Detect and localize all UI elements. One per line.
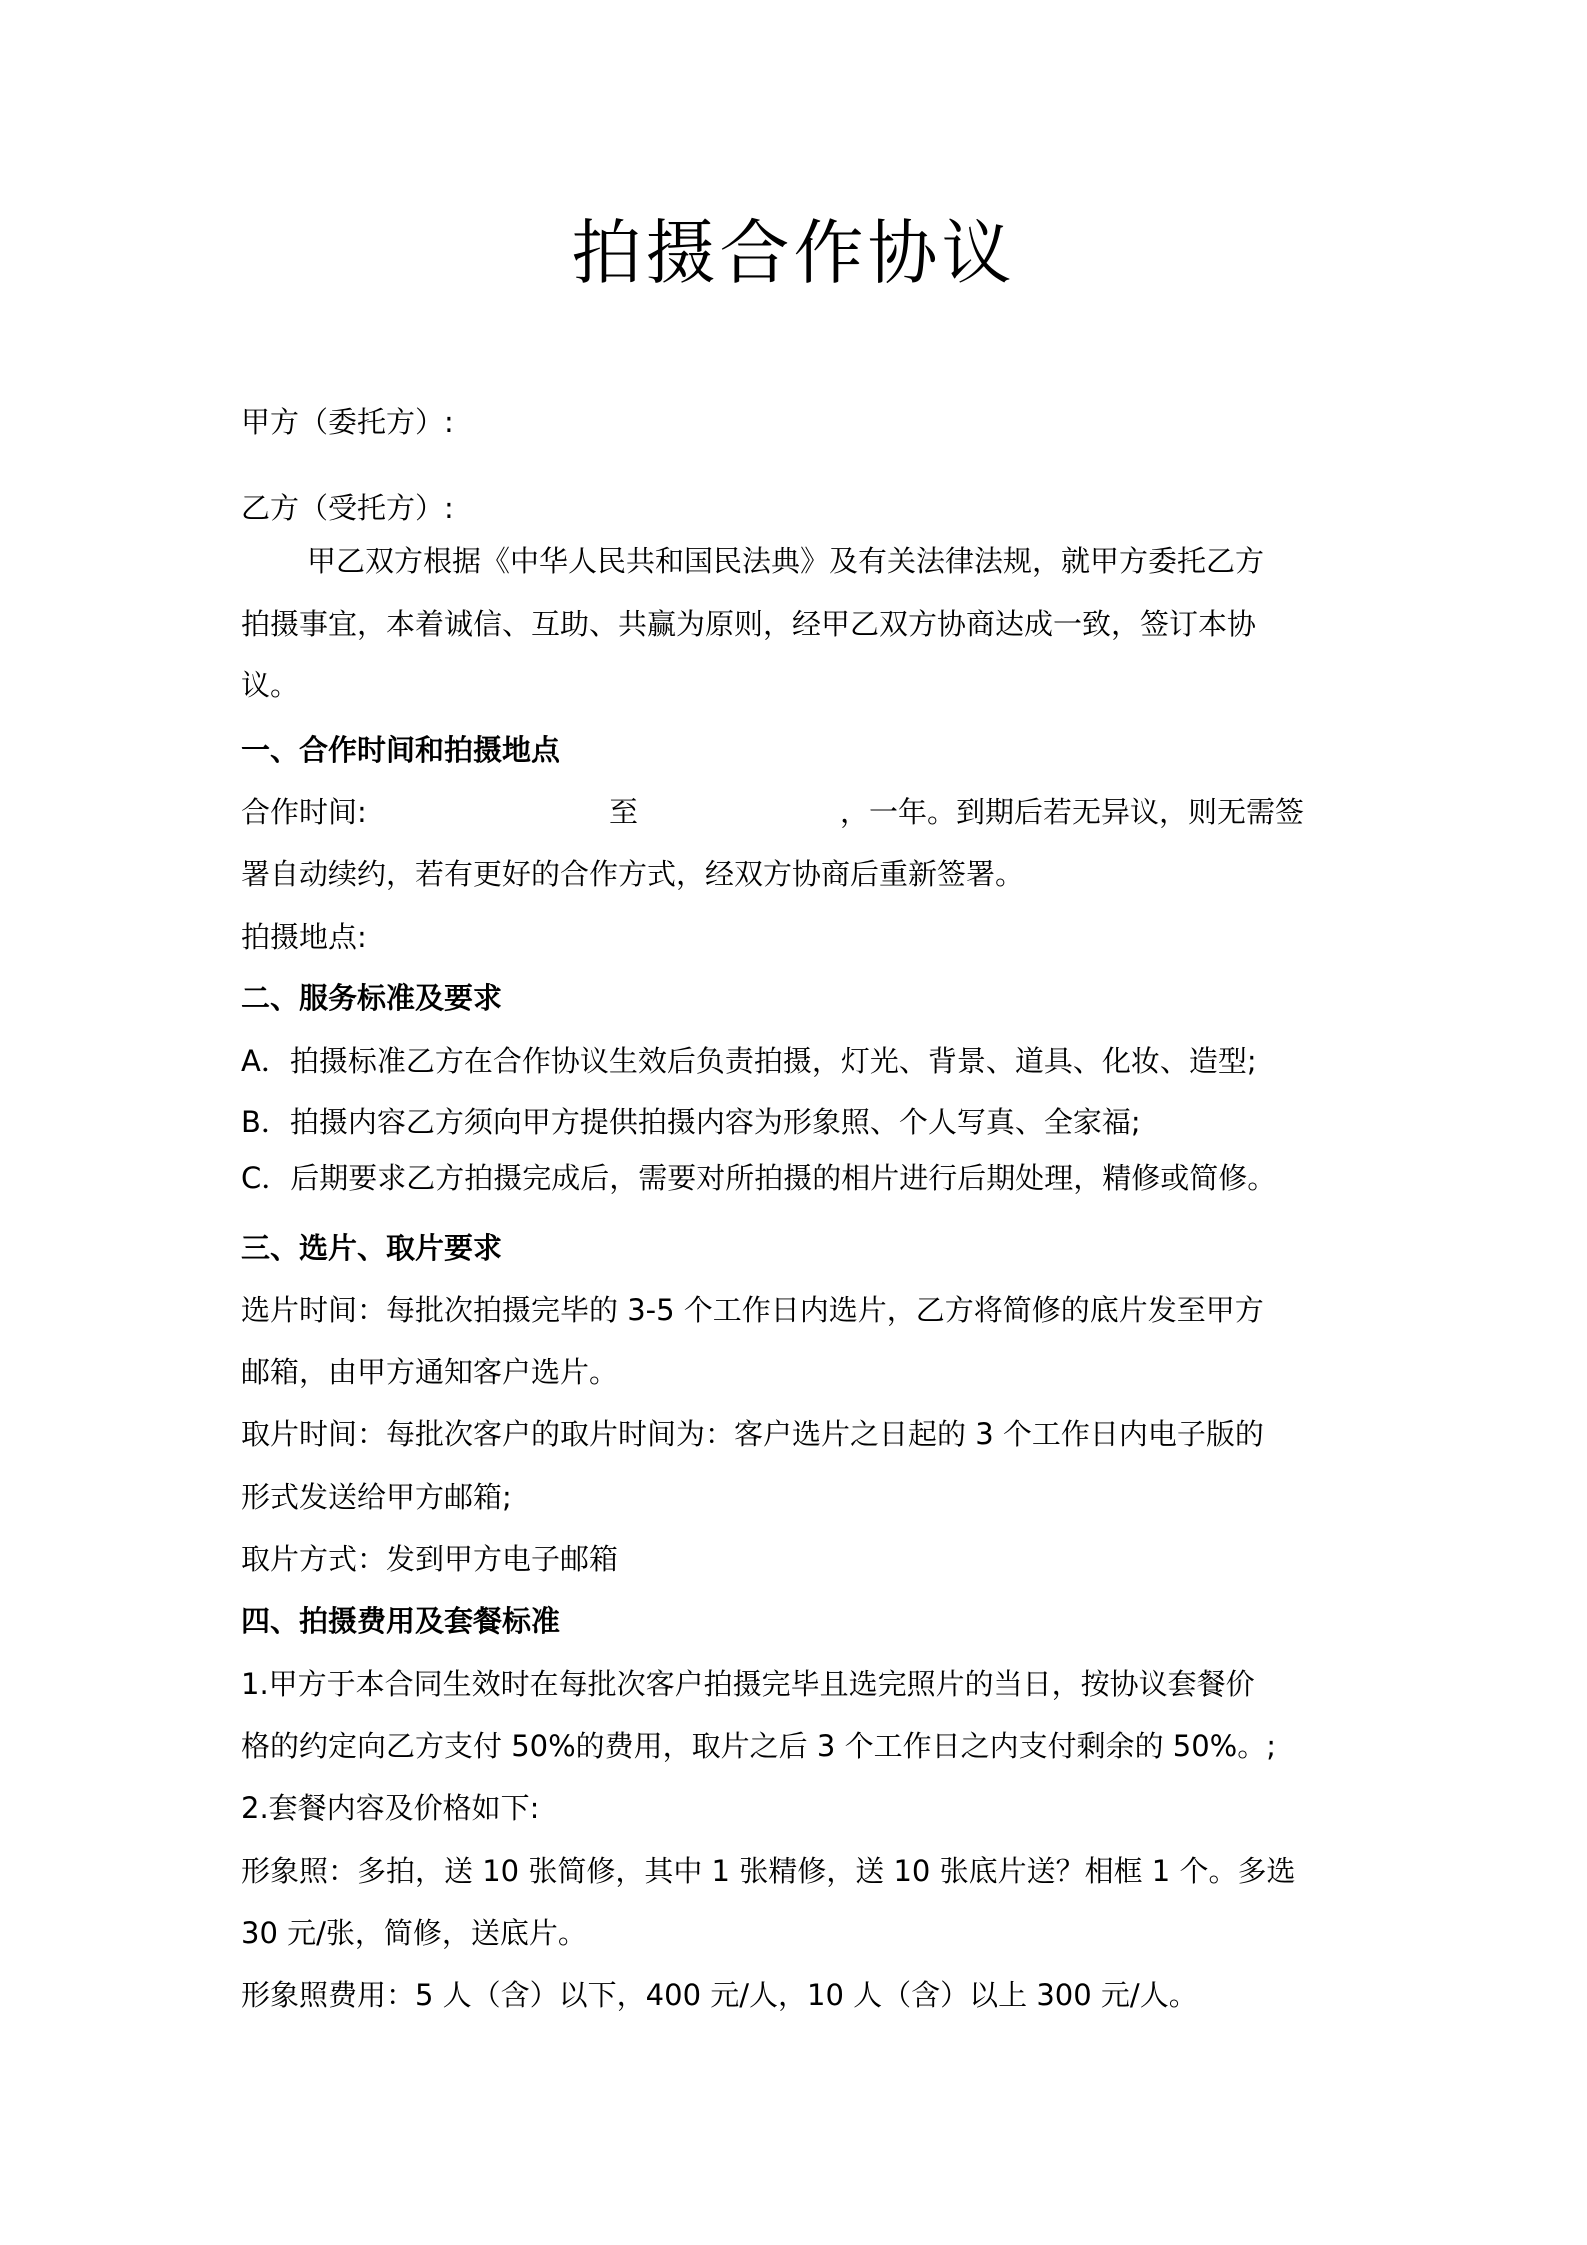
service-item-b: B．拍摄内容乙方须向甲方提供拍摄内容为形象照、个人写真、全家福; bbox=[241, 1105, 1141, 1139]
cooperation-time-line-2: 署自动续约，若有更好的合作方式，经双方协商后重新签署。 bbox=[241, 857, 1025, 891]
cooperation-time-label: 合作时间: bbox=[241, 795, 367, 829]
shooting-place-label: 拍摄地点: bbox=[241, 920, 367, 954]
document-title: 拍摄合作协议 bbox=[571, 212, 1016, 294]
section3-heading: 三、选片、取片要求 bbox=[241, 1231, 503, 1265]
section4-line-6: 形象照费用：5 人（含）以下，400 元/人，10 人（含）以上 300 元/人。 bbox=[241, 1978, 1198, 2012]
section3-line-3: 取片时间：每批次客户的取片时间为：客户选片之日起的 3 个工作日内电子版的 bbox=[241, 1417, 1264, 1451]
service-item-a: A．拍摄标准乙方在合作协议生效后负责拍摄，灯光、背景、道具、化妆、造型; bbox=[241, 1044, 1257, 1078]
section4-line-1: 1.甲方于本合同生效时在每批次客户拍摄完毕且选完照片的当日，按协议套餐价 bbox=[241, 1667, 1255, 1701]
intro-line-3: 议。 bbox=[241, 668, 300, 702]
cooperation-time-rest: ，一年。到期后若无异议，则无需签 bbox=[840, 795, 1305, 829]
section3-line-4: 形式发送给甲方邮箱; bbox=[241, 1480, 512, 1514]
section4-line-5: 30 元/张，简修，送底片。 bbox=[241, 1916, 587, 1950]
party-b-line: 乙方（受托方）: bbox=[241, 491, 454, 525]
section3-line-2: 邮箱，由甲方通知客户选片。 bbox=[241, 1355, 619, 1389]
service-item-c: C．后期要求乙方拍摄完成后，需要对所拍摄的相片进行后期处理，精修或简修。 bbox=[241, 1161, 1277, 1195]
section2-heading: 二、服务标准及要求 bbox=[241, 981, 503, 1015]
section4-heading: 四、拍摄费用及套餐标准 bbox=[241, 1604, 561, 1638]
section3-line-5: 取片方式：发到甲方电子邮箱 bbox=[241, 1542, 619, 1576]
section4-line-3: 2.套餐内容及价格如下: bbox=[241, 1791, 540, 1825]
intro-line-1: 甲乙双方根据《中华人民共和国民法典》及有关法律法规，就甲方委托乙方 bbox=[307, 544, 1265, 578]
cooperation-time-to: 至 bbox=[609, 795, 639, 829]
section1-heading: 一、合作时间和拍摄地点 bbox=[241, 733, 561, 767]
section4-line-4: 形象照：多拍，送 10 张简修，其中 1 张精修，送 10 张底片送？相框 1 个。多选 bbox=[241, 1854, 1296, 1888]
section4-line-2: 格的约定向乙方支付 50%的费用，取片之后 3 个工作日之内支付剩余的 50%。; bbox=[241, 1729, 1277, 1763]
party-a-line: 甲方（委托方）: bbox=[241, 405, 454, 439]
intro-line-2: 拍摄事宜，本着诚信、互助、共赢为原则，经甲乙双方协商达成一致，签订本协 bbox=[241, 607, 1257, 641]
section3-line-1: 选片时间：每批次拍摄完毕的 3-5 个工作日内选片，乙方将简修的底片发至甲方 bbox=[241, 1293, 1264, 1327]
